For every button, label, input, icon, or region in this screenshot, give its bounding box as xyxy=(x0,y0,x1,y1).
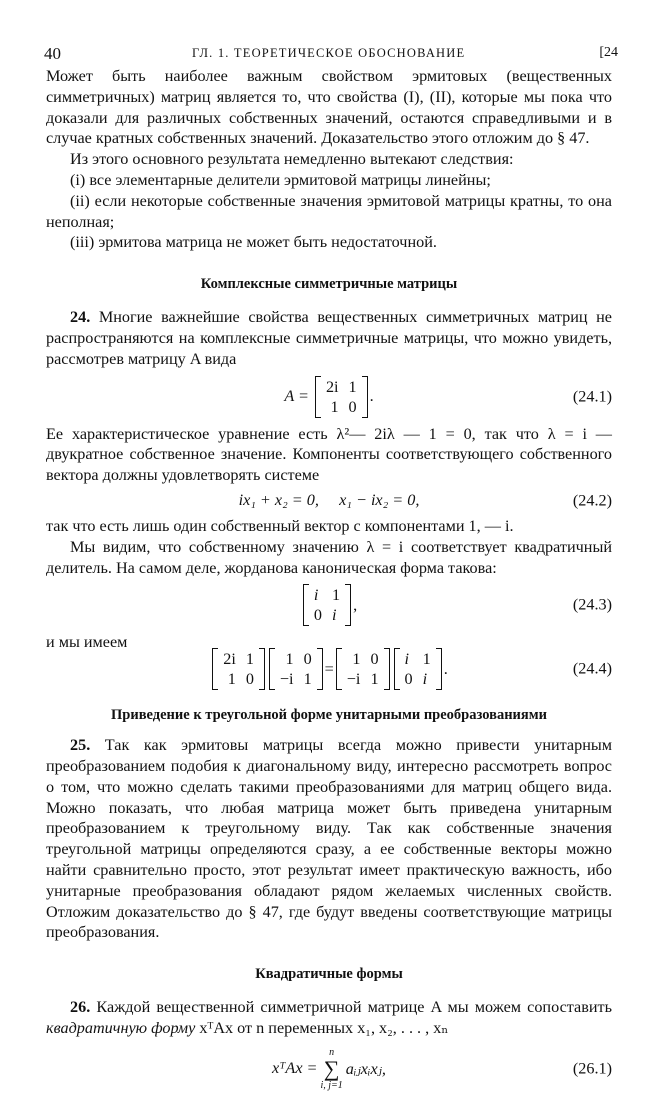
matrix-cell: i xyxy=(422,670,428,689)
equation-punct: . xyxy=(443,659,448,678)
matrix xyxy=(315,376,368,418)
equation-number: (26.1) xyxy=(572,1059,612,1078)
jordan-matrix xyxy=(303,584,351,626)
equation-punct: . xyxy=(369,387,374,406)
section-reference: [24 xyxy=(599,45,618,60)
sigma-symbol: ∑ xyxy=(323,1055,340,1081)
running-title: ГЛ. 1. ТЕОРЕТИЧЕСКОЕ ОБОСНОВАНИЕ xyxy=(192,46,466,60)
matrix-cell: 0 xyxy=(348,397,357,416)
corollary-1: (i) все элементарные делители эрмитовой матрицы линейны; xyxy=(70,170,491,189)
equation-number: (24.1) xyxy=(572,387,612,406)
equation-24-3 xyxy=(46,580,612,630)
equation-text: ix₁ + x₂ = 0, x₁ − ix₂ = 0, xyxy=(238,491,420,510)
equation-number: (24.4) xyxy=(572,659,612,678)
intro-paragraph-2: Из этого основного результата немедленно вытекают следствия: xyxy=(70,150,514,169)
paragraph-number: 24. xyxy=(70,308,91,327)
matrix-cell: 1 xyxy=(348,377,357,396)
paragraph-number: 25. xyxy=(70,736,91,755)
matrix xyxy=(336,648,390,690)
matrix xyxy=(212,648,265,690)
equation-lhs: xᵀAx = xyxy=(272,1059,318,1078)
sum-lower-limit: i, j=1 xyxy=(320,1079,343,1091)
matrix-cell: 2i xyxy=(223,650,236,669)
page-number: 40 xyxy=(44,44,61,63)
matrix-cell: i xyxy=(404,650,410,669)
corollary-3: (iii) эрмитова матрица не может быть недостаточной. xyxy=(70,233,437,252)
matrix-cell: 1 xyxy=(303,670,312,689)
paragraph-26 xyxy=(46,997,612,1039)
equation-24-4 xyxy=(46,645,612,693)
paragraph-24-text: Многие важнейшие свойства вещественных симметричных матриц не распространяются на комплексные симметричные матрицы, что можно увидеть, рассмотрев матрицу A вида xyxy=(46,308,612,368)
matrix-cell: 0 xyxy=(370,650,379,669)
intro-paragraph-1: Может быть наиболее важным свойством эрмитовых (вещественных симметричных) матриц является то, что свойства (I), (II), которые мы пока что доказали для различных собственных значений, остаются справедливыми и в случае кратных собственных значений. Доказательство этого отложим до § 47. xyxy=(46,67,612,148)
matrix xyxy=(394,648,442,690)
matrix-cell: 0 xyxy=(303,650,312,669)
section-title-complex-symmetric: Комплексные симметричные матрицы xyxy=(200,276,458,293)
matrix-cell: −i xyxy=(346,670,361,689)
matrix-cell: 0 xyxy=(313,606,322,625)
equals-sign: = xyxy=(324,659,334,678)
equation-24-1 xyxy=(46,372,612,422)
corollary-2: (ii) если некоторые собственные значения эрмитовой матрицы кратны, то она неполная; xyxy=(46,191,612,231)
paragraph-26-text-tail: xᵀAx от n переменных x₁, x₂, . . . , xₙ xyxy=(199,1018,449,1037)
paragraph-24-5: и мы имеем xyxy=(46,633,128,652)
matrix-cell: i xyxy=(331,606,337,625)
book-page xyxy=(44,44,618,1099)
section-title-quadratic-forms: Квадратичные формы xyxy=(255,966,403,983)
matrix-cell: 1 xyxy=(330,397,339,416)
paragraph-26-text: Каждой вещественной симметричной матрице A мы можем сопоставить xyxy=(96,998,613,1017)
equation-number: (24.3) xyxy=(572,595,612,614)
matrix-cell: 1 xyxy=(227,670,236,689)
paragraph-24-3: так что есть лишь один собственный вектор с компонентами 1, — i. xyxy=(46,516,514,535)
sum-upper-limit: n xyxy=(329,1046,335,1058)
matrix-cell: 0 xyxy=(404,670,413,689)
equation-punct: , xyxy=(353,595,358,614)
equation-lhs: A = xyxy=(284,387,309,406)
matrix-cell: i xyxy=(313,586,319,605)
equation-26-1 xyxy=(46,1041,612,1097)
matrix-cell: 1 xyxy=(285,650,294,669)
paragraph-number: 26. xyxy=(70,998,91,1017)
emphasized-term: квадратичную форму xyxy=(46,1018,196,1037)
matrix xyxy=(269,648,323,690)
paragraph-24-2: Ее характеристическое уравнение есть λ²— 2iλ — 1 = 0, так что λ = i — двукратное собственное значение. Компоненты соответствующего собственного вектора должны удовлетворять системе xyxy=(46,424,612,485)
paragraph-24-4: Мы видим, что собственному значению λ = i соответствует квадратичный делитель. На самом деле, жорданова каноническая форма такова: xyxy=(46,537,612,577)
equation-24-2 xyxy=(46,488,612,514)
paragraph-25-text: Так как эрмитовы матрицы всегда можно привести унитарным преобразованием подобия к диагональному виду, интересно рассмотреть вопрос о том, что можно сделать такими преобразованиями для матриц общего вида. Можно показать, что любая матрица может быть приведена унитарным преобразованием к треугольному виду. Так как собственные значения треугольной матрицы определяются сразу, а ее собственные векторы можно найти сравнительно просто, этот результат имеет практическую важность, ибо унитарные преобразования обладают рядом желаемых численных свойств. Отложим доказательство до § 47, где будут введены соответствующие матрицы преобразования. xyxy=(46,736,612,942)
section-title-unitary-triangular: Приведение к треугольной форме унитарными преобразованиями xyxy=(111,707,547,724)
equation-number: (24.2) xyxy=(572,491,612,510)
matrix-cell: −i xyxy=(279,670,294,689)
matrix-cell: 1 xyxy=(331,586,341,605)
paragraph-24-1 xyxy=(46,307,612,369)
matrix-cell: 2i xyxy=(325,377,339,396)
equation-rhs: aᵢⱼxᵢxⱼ, xyxy=(345,1059,386,1078)
running-header xyxy=(44,44,618,66)
matrix-cell: 1 xyxy=(422,650,431,669)
paragraph-25 xyxy=(46,735,612,943)
matrix-cell: 1 xyxy=(245,650,254,669)
matrix-cell: 1 xyxy=(352,650,361,669)
matrix-cell: 1 xyxy=(370,670,379,689)
matrix-cell: 0 xyxy=(245,670,254,689)
summation xyxy=(320,1047,342,1091)
